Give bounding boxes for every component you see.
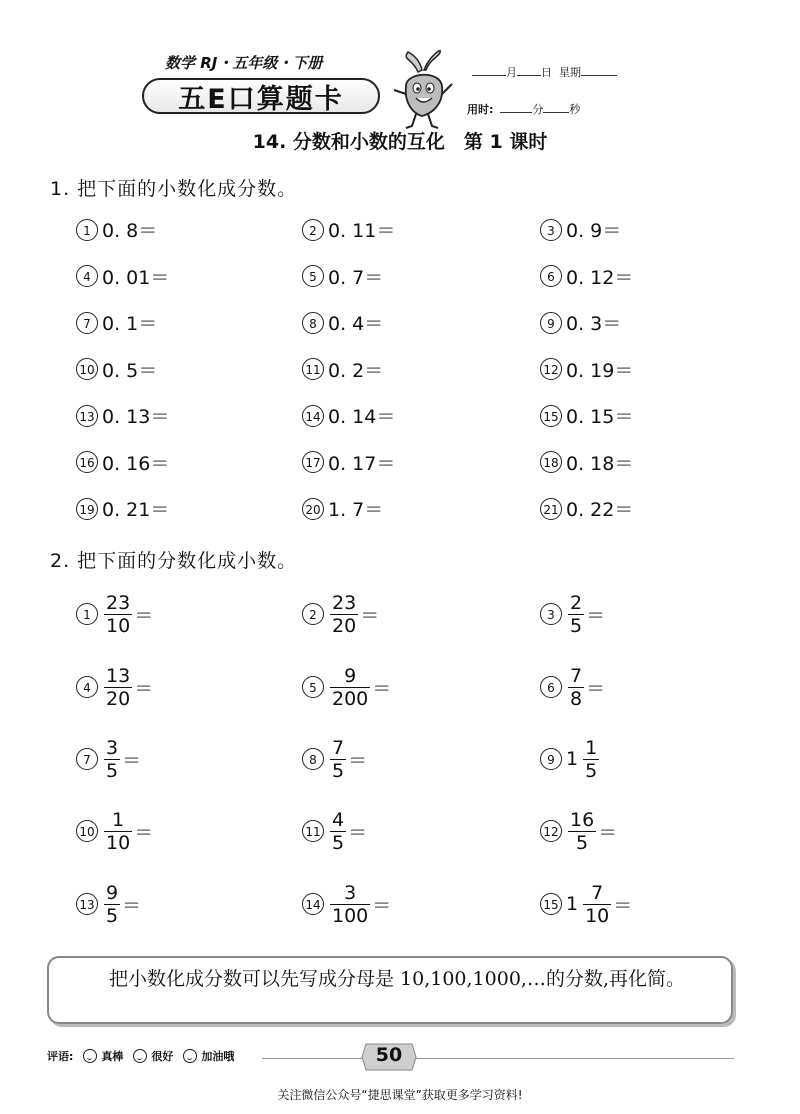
problem-expression: 0. 15＝ [566,406,634,428]
denominator: 200 [332,687,369,710]
subject-label: 数学 RJ・五年级・下册 [165,54,323,72]
problem-number: 17 [302,451,324,473]
fraction [568,809,596,854]
fraction-problem [76,808,153,854]
decimal-problem [302,263,383,290]
problem-expression: 0. 1＝ [102,313,158,335]
problem-number: 4 [76,265,98,287]
rating-option: 真棒 [101,1050,124,1063]
numerator: 3 [344,881,357,904]
problem-expression: 0. 12＝ [566,266,634,289]
problem-number: 11 [302,820,324,842]
problem-number: 9 [540,312,562,334]
equals-sign: ＝ [586,604,606,627]
equals-sign: ＝ [348,749,368,772]
fraction [104,592,132,637]
problem-number: 5 [302,676,324,698]
rating-label: 评语: [47,1050,74,1063]
fraction [568,665,584,710]
problem-number: 19 [76,498,98,520]
fraction-problem [302,736,367,782]
mascot-illustration [388,50,458,130]
problem-number: 10 [76,820,98,842]
fraction-problem [76,736,141,782]
decimal-problem [76,449,169,476]
decimal-problem [76,402,169,429]
equals-sign: ＝ [134,604,154,627]
problem-expression: 0. 19＝ [566,359,634,382]
decimal-problem [540,402,633,429]
fraction [568,592,584,637]
numerator: 16 [570,808,595,831]
denominator: 5 [106,759,119,782]
decimal-problem [302,402,395,429]
numerator: 7 [570,664,583,687]
fraction [583,737,599,782]
problem-number: 15 [540,405,562,427]
denominator: 10 [585,904,610,927]
decimal-problem [540,449,633,476]
denominator: 5 [570,614,583,637]
fraction-problem [76,881,141,927]
page-number: 50 [375,1044,403,1066]
denominator: 20 [332,614,357,637]
numerator: 7 [332,736,345,759]
decimal-problem [540,495,633,522]
equals-sign: ＝ [372,677,392,700]
problem-expression: 0. 2＝ [328,359,384,382]
denominator: 5 [332,831,345,854]
equals-sign: ＝ [122,749,142,772]
section-1-title: 1. 把下面的小数化成分数。 [50,178,298,200]
fraction [330,737,346,782]
decimal-problem [540,356,633,383]
problem-number: 4 [76,676,98,698]
numerator: 3 [106,736,119,759]
problem-number: 15 [540,893,562,915]
fraction [330,882,370,927]
rating-row [47,1048,234,1064]
problem-number: 14 [302,893,324,915]
problem-number: 6 [540,265,562,287]
lesson-title: 14. 分数和小数的互化 第 1 课时 [252,131,548,153]
problem-number: 7 [76,312,98,334]
fraction-problem [302,808,367,854]
numerator: 23 [332,591,357,614]
problem-expression: 0. 22＝ [566,499,634,521]
problem-expression: 0. 16＝ [102,452,170,475]
problem-number: 6 [540,676,562,698]
problem-number: 12 [540,820,562,842]
problem-number: 2 [302,603,324,625]
problem-number: 14 [302,405,324,427]
problem-expression: 1. 7＝ [328,499,384,521]
equals-sign: ＝ [372,894,392,917]
problem-number: 3 [540,603,562,625]
decimal-problem [76,216,157,243]
problem-number: 12 [540,358,562,380]
decimal-problem [540,216,621,243]
denominator: 5 [332,759,345,782]
fraction-problem [540,736,601,782]
decimal-problem [76,356,157,383]
decimal-problem [302,216,395,243]
decimal-problem [76,495,169,522]
footer-divider [262,1058,734,1059]
tip-box: 把小数化成分数可以先写成分母是 10,100,1000,…的分数,再化简。 [47,956,733,1024]
fraction-problem [540,808,617,854]
fraction [104,665,132,710]
fraction-problem [302,591,379,637]
rating-option: 很好 [151,1050,174,1063]
equals-sign: ＝ [134,821,154,844]
numerator: 9 [106,881,119,904]
decimal-problem [76,263,169,290]
problem-number: 1 [76,603,98,625]
problem-number: 18 [540,451,562,473]
problem-expression: 0. 01＝ [102,266,170,289]
numerator: 23 [106,591,131,614]
problem-number: 7 [76,748,98,770]
fraction [330,809,346,854]
denominator: 5 [106,904,119,927]
problem-number: 20 [302,498,324,520]
smiley-icon [83,1049,97,1063]
equals-sign: ＝ [598,821,618,844]
smiley-icon [183,1049,197,1063]
whole-part: 1 [566,748,579,770]
problem-expression: 0. 21＝ [102,499,170,521]
fraction [330,665,370,710]
decimal-problem [540,309,621,336]
rating-option: 加油哦 [201,1050,235,1063]
decimal-problem [302,449,395,476]
problem-expression: 0. 8＝ [102,220,158,242]
fraction-problem [540,881,632,927]
fraction [583,882,611,927]
problem-expression: 0. 14＝ [328,406,396,428]
problem-number: 1 [76,219,98,241]
decimal-problem [302,356,383,383]
bottom-note: 关注微信公众号“捷思课堂”获取更多学习资料! [277,1088,523,1102]
denominator: 20 [106,687,131,710]
decimal-problem [302,309,383,336]
decimal-problem [76,309,157,336]
problem-number: 9 [540,748,562,770]
numerator: 7 [591,881,604,904]
equals-sign: ＝ [613,894,633,917]
problem-number: 21 [540,498,562,520]
problem-number: 2 [302,219,324,241]
problem-expression: 0. 5＝ [102,359,158,382]
fraction-problem [76,591,153,637]
fraction-problem [302,881,391,927]
denominator: 5 [576,831,589,854]
numerator: 1 [112,808,125,831]
fraction-problem [76,664,153,710]
equals-sign: ＝ [360,604,380,627]
problem-expression: 0. 7＝ [328,266,384,289]
fraction [330,592,358,637]
fraction [104,737,120,782]
equals-sign: ＝ [122,894,142,917]
problem-number: 10 [76,358,98,380]
fraction-problem [540,591,605,637]
fraction-problem [540,664,605,710]
smiley-icon [133,1049,147,1063]
denominator: 8 [570,687,583,710]
problem-number: 11 [302,358,324,380]
numerator: 2 [570,591,583,614]
problem-expression: 0. 9＝ [566,220,622,242]
problem-expression: 0. 13＝ [102,406,170,428]
decimal-problem [540,263,633,290]
problem-number: 8 [302,748,324,770]
problem-expression: 0. 3＝ [566,313,622,335]
denominator: 10 [106,614,131,637]
equals-sign: ＝ [348,821,368,844]
whole-part: 1 [566,893,579,915]
problem-number: 13 [76,893,98,915]
problem-number: 8 [302,312,324,334]
numerator: 13 [106,664,131,687]
equals-sign: ＝ [134,677,154,700]
section-2-title: 2. 把下面的分数化成小数。 [50,550,298,572]
problem-number: 5 [302,265,324,287]
brand-title: 五E口算题卡 [142,78,380,114]
date-fields: 月 日 星期 [472,64,617,80]
time-fields: 用时: 分 秒 [467,103,581,116]
fraction [104,882,120,927]
numerator: 1 [585,736,598,759]
decimal-problem [302,495,383,522]
denominator: 5 [585,759,598,782]
problem-expression: 0. 18＝ [566,452,634,475]
equals-sign: ＝ [586,677,606,700]
problem-expression: 0. 17＝ [328,452,396,475]
problem-expression: 0. 11＝ [328,220,396,242]
problem-number: 3 [540,219,562,241]
denominator: 100 [332,904,369,927]
numerator: 9 [344,664,357,687]
problem-number: 16 [76,451,98,473]
fraction-problem [302,664,391,710]
numerator: 4 [332,808,345,831]
fraction [104,809,132,854]
problem-expression: 0. 4＝ [328,313,384,335]
problem-number: 13 [76,405,98,427]
denominator: 10 [106,831,131,854]
